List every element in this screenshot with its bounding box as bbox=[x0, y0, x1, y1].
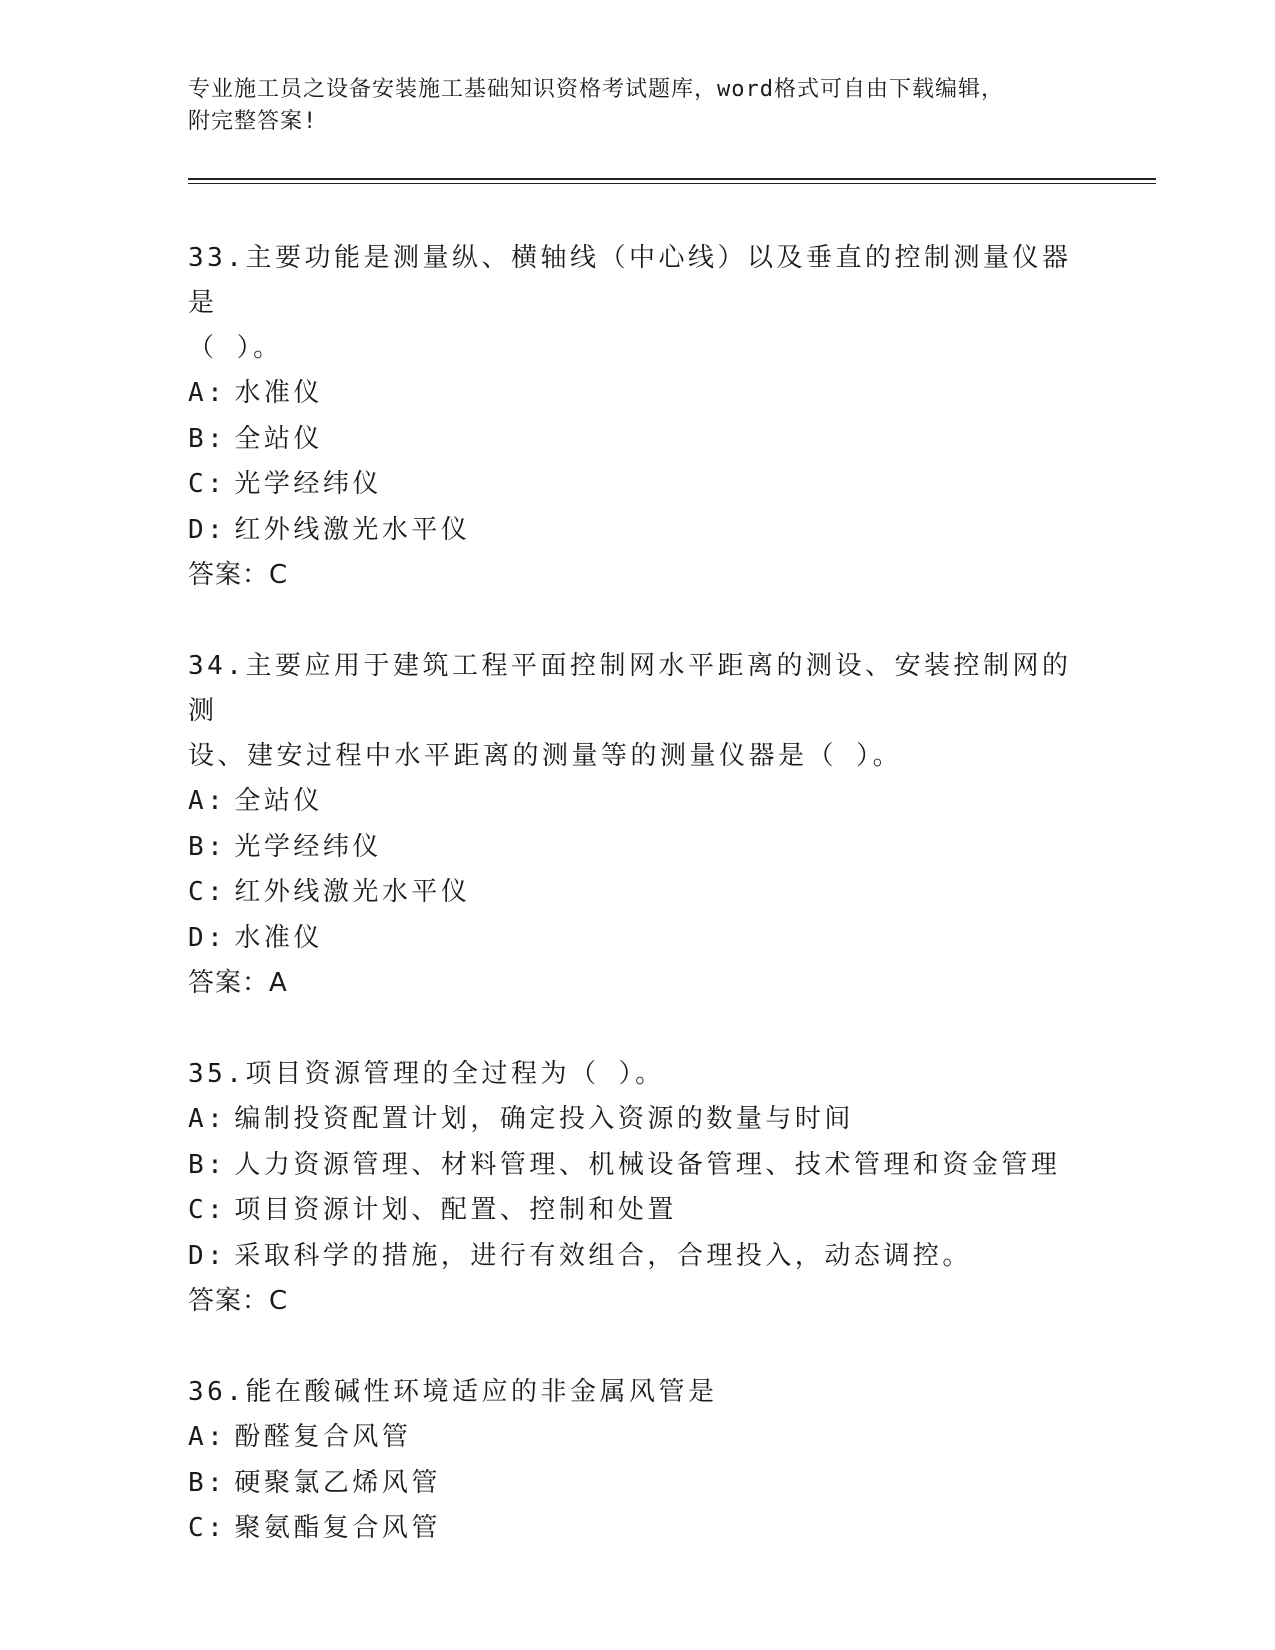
option-letter: B: bbox=[188, 831, 227, 862]
option-b bbox=[188, 1143, 1088, 1189]
option-text: 光学经纬仪 bbox=[234, 831, 382, 862]
option-text: 编制投资配置计划，确定投入资源的数量与时间 bbox=[234, 1104, 854, 1134]
option-letter: C: bbox=[188, 1195, 227, 1225]
option-text: 聚氨酯复合风管 bbox=[234, 1513, 441, 1543]
option-letter: A: bbox=[188, 378, 227, 408]
question-stem: 34.主要应用于建筑工程平面控制网水平距离的测设、安装控制网的测 bbox=[188, 651, 1072, 726]
option-b bbox=[188, 1461, 1088, 1507]
option-d bbox=[188, 916, 1088, 962]
option-a bbox=[188, 1097, 1088, 1143]
option-c bbox=[188, 1506, 1088, 1552]
option-text: 酚醛复合风管 bbox=[234, 1422, 412, 1452]
document-header bbox=[188, 74, 1088, 138]
option-b bbox=[188, 825, 1088, 871]
question-stem: 33.主要功能是测量纵、横轴线（中心线）以及垂直的控制测量仪器是 bbox=[188, 243, 1072, 318]
option-letter: C: bbox=[188, 469, 227, 499]
option-letter: C: bbox=[188, 877, 227, 907]
question-35 bbox=[188, 1052, 1088, 1324]
option-letter: C: bbox=[188, 1513, 227, 1543]
option-text: 硬聚氯乙烯风管 bbox=[234, 1467, 441, 1498]
option-d bbox=[188, 1234, 1088, 1280]
option-a bbox=[188, 1415, 1088, 1461]
question-stem: 35.项目资源管理的全过程为（ ）。 bbox=[188, 1059, 665, 1089]
header-line-1: 专业施工员之设备安装施工基础知识资格考试题库，word格式可自由下载编辑， bbox=[188, 77, 1004, 102]
option-letter: D: bbox=[188, 514, 227, 545]
option-letter: B: bbox=[188, 1149, 227, 1180]
option-text: 光学经纬仪 bbox=[234, 469, 382, 499]
question-34 bbox=[188, 644, 1088, 1006]
question-stem-continued: （ ）。 bbox=[188, 333, 283, 363]
header-line-2: 附完整答案! bbox=[188, 109, 318, 134]
option-text: 全站仪 bbox=[234, 423, 323, 454]
option-text: 红外线激光水平仪 bbox=[234, 877, 471, 907]
option-text: 采取科学的措施，进行有效组合，合理投入，动态调控。 bbox=[234, 1240, 972, 1271]
option-letter: D: bbox=[188, 922, 227, 953]
header-divider-thick bbox=[188, 178, 1156, 180]
option-c bbox=[188, 870, 1088, 916]
option-letter: B: bbox=[188, 423, 227, 454]
option-text: 红外线激光水平仪 bbox=[234, 514, 471, 545]
option-letter: A: bbox=[188, 786, 227, 816]
option-letter: A: bbox=[188, 1422, 227, 1452]
option-d bbox=[188, 508, 1088, 554]
option-letter: A: bbox=[188, 1104, 227, 1134]
question-36 bbox=[188, 1370, 1088, 1552]
option-b bbox=[188, 417, 1088, 463]
answer-line: 答案：A bbox=[188, 968, 288, 998]
question-list bbox=[188, 236, 1088, 1598]
question-33 bbox=[188, 236, 1088, 598]
option-text: 人力资源管理、材料管理、机械设备管理、技术管理和资金管理 bbox=[234, 1149, 1061, 1180]
option-text: 项目资源计划、配置、控制和处置 bbox=[234, 1195, 677, 1225]
header-divider-thin bbox=[188, 183, 1156, 184]
option-c bbox=[188, 462, 1088, 508]
option-a bbox=[188, 371, 1088, 417]
question-stem-continued: 设、建安过程中水平距离的测量等的测量仪器是（ ）。 bbox=[188, 741, 903, 771]
option-letter: D: bbox=[188, 1240, 227, 1271]
option-text: 全站仪 bbox=[234, 786, 323, 816]
option-letter: B: bbox=[188, 1467, 227, 1498]
option-a bbox=[188, 779, 1088, 825]
option-c bbox=[188, 1188, 1088, 1234]
answer-line: 答案：C bbox=[188, 1286, 289, 1316]
answer-line: 答案：C bbox=[188, 560, 289, 590]
option-text: 水准仪 bbox=[234, 922, 323, 953]
question-stem: 36.能在酸碱性环境适应的非金属风管是 bbox=[188, 1377, 718, 1407]
option-text: 水准仪 bbox=[234, 378, 323, 408]
